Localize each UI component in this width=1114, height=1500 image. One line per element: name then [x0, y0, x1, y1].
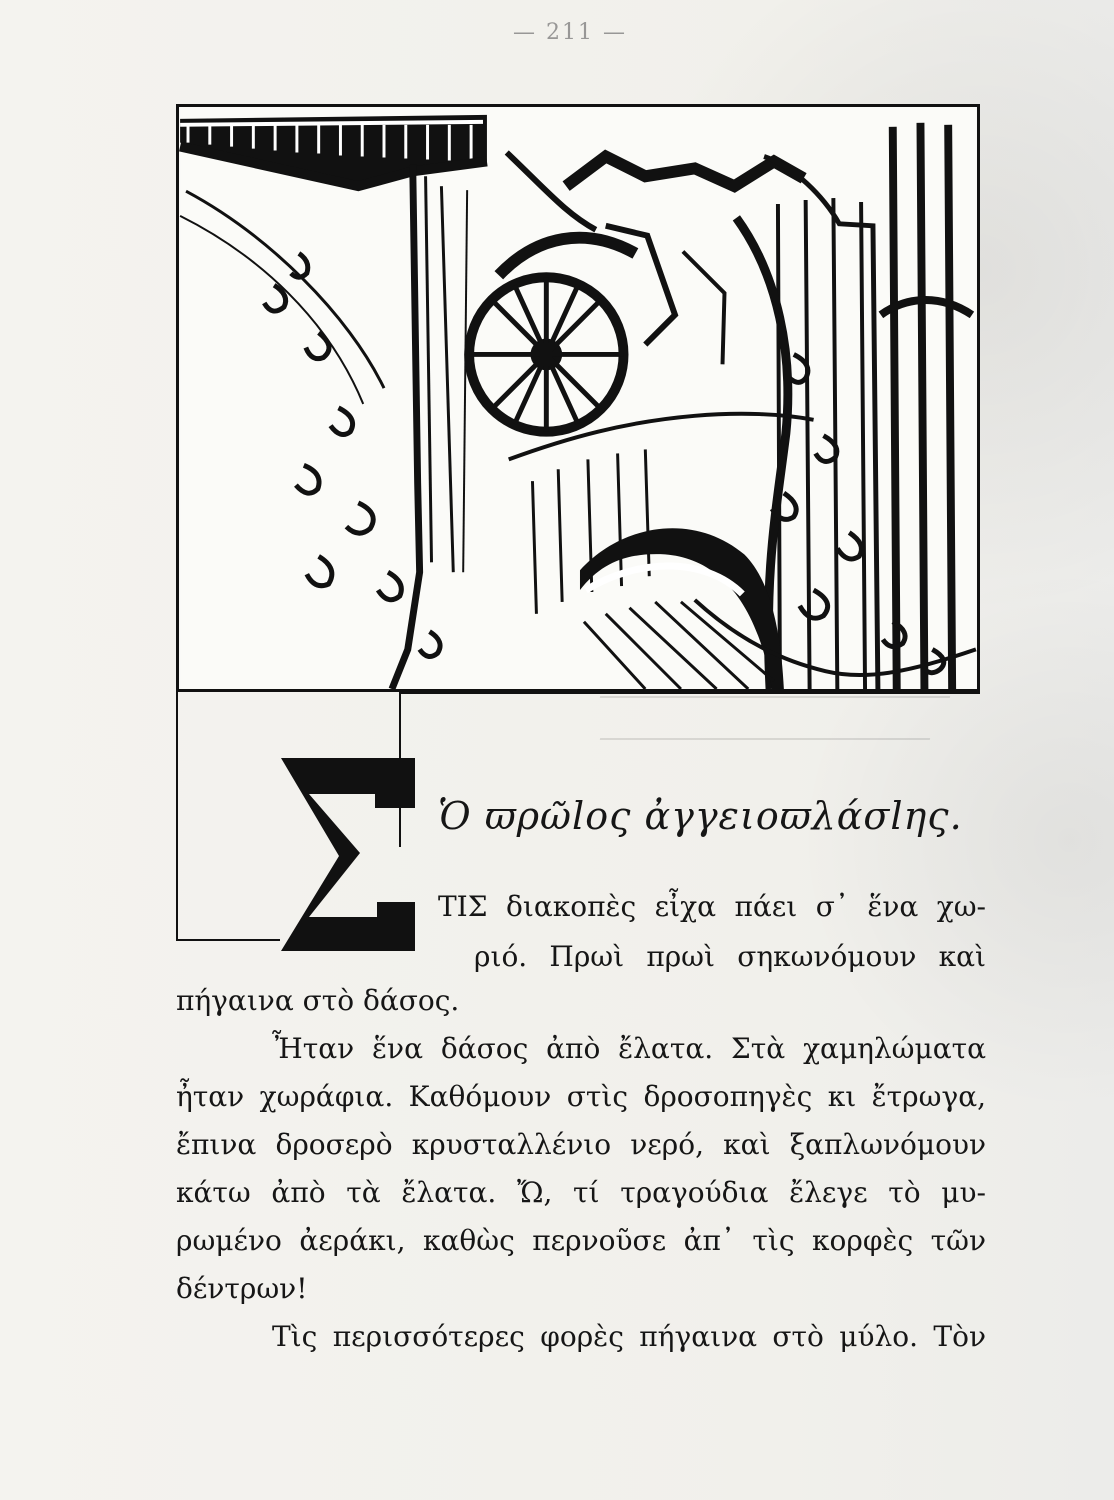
body-line-7: κάτω ἀπὸ τὰ ἔλατα. Ὤ, τί τραγούδια ἔλεγε τὸ μυ-: [176, 1176, 986, 1209]
body-line-3: πήγαινα στὸ δάσος.: [176, 984, 460, 1017]
drop-cap: [281, 758, 415, 951]
body-line-9: δέντρων!: [176, 1272, 308, 1305]
drop-cap-letter: Σ: [347, 868, 349, 869]
body-line-2: ριό. Πρωὶ πρωὶ σηκωνόμουν καὶ: [474, 940, 986, 973]
story-title: Ὁ ϖρῶlος ἀγγειοϖλάσlης.: [438, 794, 963, 838]
page-number: — 211 —: [513, 20, 627, 45]
watermill-illustration-icon: [179, 107, 977, 689]
mill-illustration: [176, 104, 980, 692]
illustration-frame-line-top: [399, 692, 980, 694]
body-line-1: ΤΙΣ διακοπὲς εἶχα πάει σ᾽ ἕνα χω-: [438, 890, 986, 923]
body-line-4: Ἦταν ἕνα δάσος ἀπὸ ἔλατα. Στὰ χαμηλώματα: [272, 1032, 986, 1065]
body-line-10: Τὶς περισσότερες φορὲς πήγαινα στὸ μύλο. Τὸν: [272, 1320, 986, 1353]
body-line-8: ρωμένο ἀεράκι, καθὼς περνοῦσε ἀπ᾽ τὶς κορφὲς τῶν: [176, 1224, 986, 1257]
body-line-5: ἦταν χωράφια. Καθόμουν στὶς δροσοπηγὲς κι ἔτρωγα,: [176, 1080, 986, 1113]
left-frame-line: [176, 692, 178, 940]
bottom-frame-line: [176, 939, 280, 941]
body-line-6: ἔπινα δροσερὸ κρυσταλλένιο νερό, καὶ ξαπλωνόμουν: [176, 1128, 986, 1161]
